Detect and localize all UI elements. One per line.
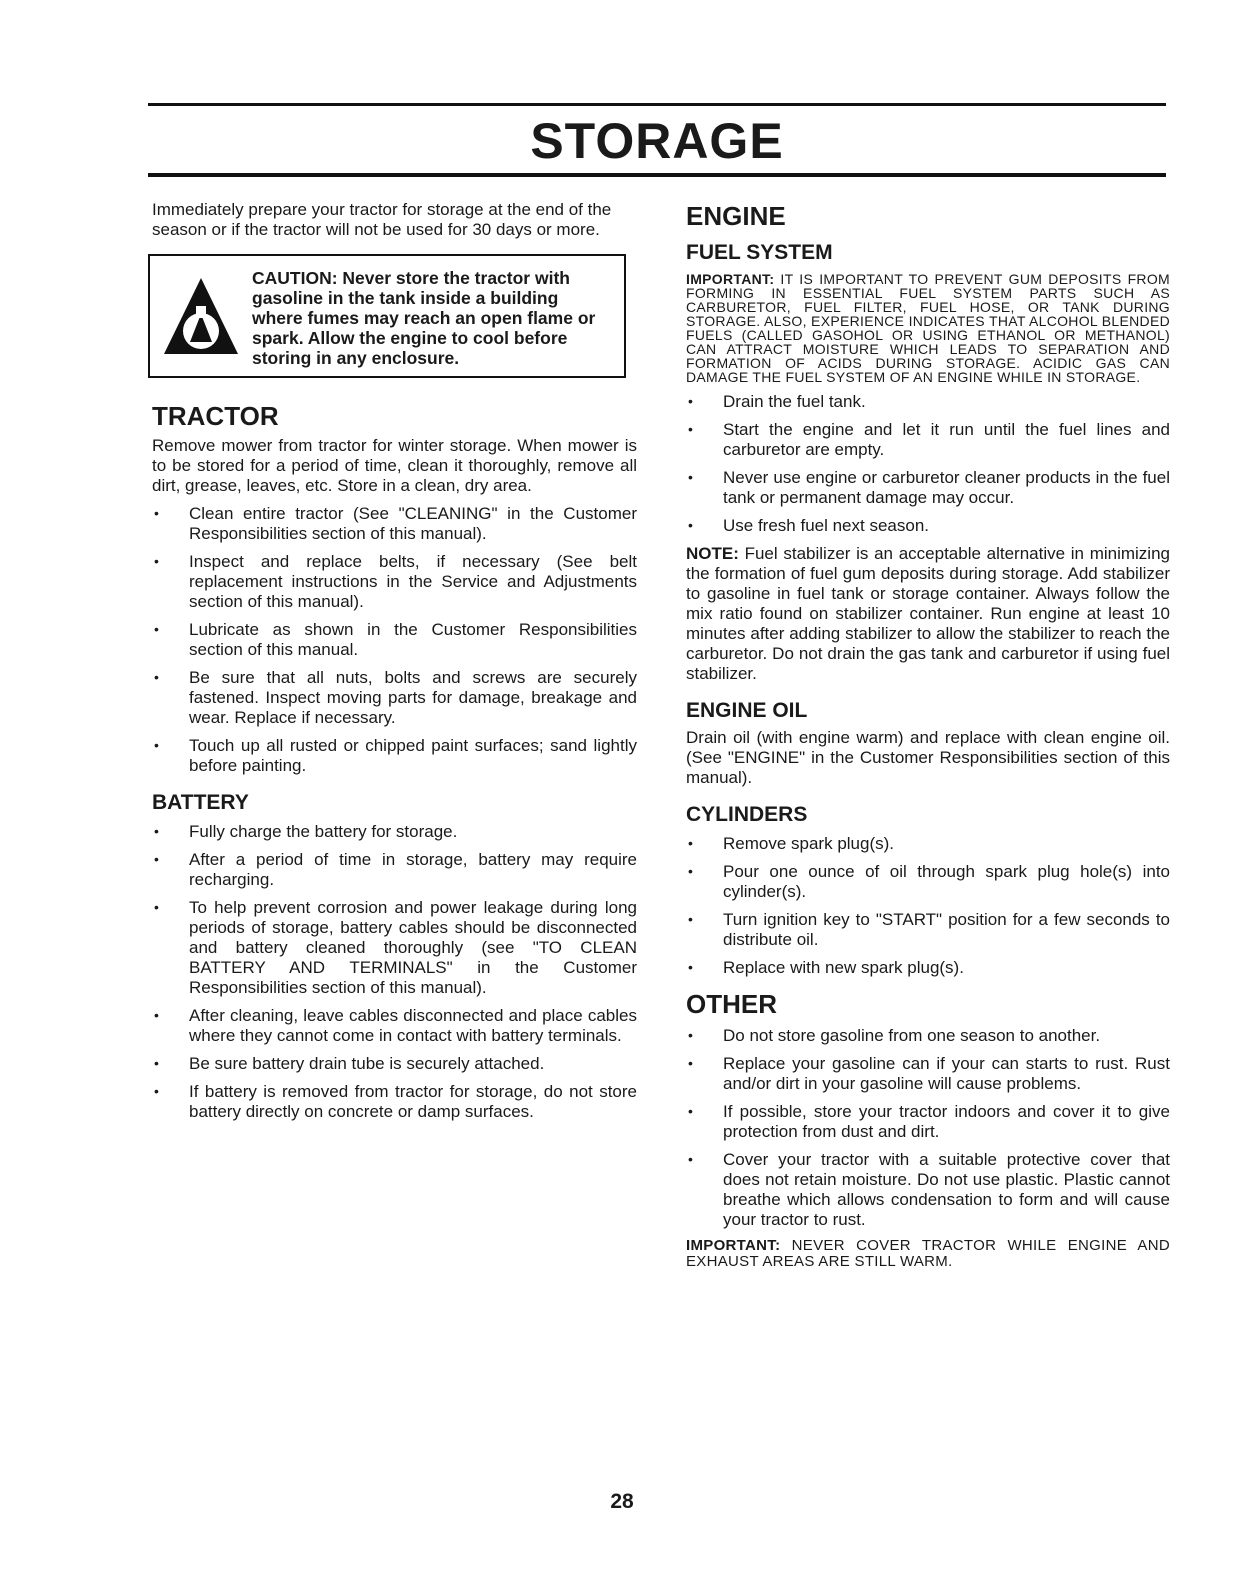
- right-column: [686, 200, 1170, 1270]
- cylinders-heading: CYLINDERS: [686, 803, 808, 826]
- intro-paragraph: Immediately prepare your tractor for storage at the end of the season or if the tractor will not be used for 30 days or more.: [152, 200, 612, 239]
- fuel-list: [686, 392, 1170, 536]
- fuel-important-note: [686, 272, 1170, 384]
- list-item: • Cover your tractor with a suitable protective cover that does not retain moisture. Do not use plastic. Plastic cannot breathe which allows condensation to form and will cause your tractor to rust.: [688, 1150, 1170, 1229]
- caution-box: [148, 254, 626, 378]
- engine-oil-paragraph: Drain oil (with engine warm) and replace with clean engine oil. (See "ENGINE" in the Customer Responsibilities section of this manual).: [686, 728, 1170, 787]
- important-text: NEVER COVER TRACTOR WHILE ENGINE AND EXHAUST AREAS ARE STILL WARM.: [686, 1237, 1170, 1270]
- list-item: • Turn ignition key to "START" position for a few seconds to distribute oil.: [688, 910, 1170, 949]
- list-item: • Remove spark plug(s).: [688, 834, 895, 853]
- list-item: • Use fresh fuel next season.: [688, 516, 930, 535]
- list-item: • Pour one ounce of oil through spark plug hole(s) into cylinder(s).: [688, 862, 1170, 901]
- list-item: • Drain the fuel tank.: [688, 392, 866, 411]
- engine-oil-heading: ENGINE OIL: [686, 699, 808, 722]
- note-label: NOTE:: [686, 544, 739, 563]
- list-item: • Fully charge the battery for storage.: [154, 822, 458, 841]
- page-number: 28: [610, 1490, 634, 1513]
- battery-list: [152, 822, 637, 1122]
- title-underline: [148, 173, 1166, 177]
- list-item: • Replace with new spark plug(s).: [688, 958, 964, 977]
- important-label: IMPORTANT:: [686, 271, 775, 287]
- list-item: • After cleaning, leave cables disconnected and place cables where they cannot come in contact with battery terminals.: [154, 1006, 637, 1045]
- tractor-heading: TRACTOR: [152, 401, 279, 431]
- list-item: • Do not store gasoline from one season to another.: [688, 1026, 1101, 1045]
- list-item: • If battery is removed from tractor for storage, do not store battery directly on concrete or damp surfaces.: [154, 1082, 637, 1121]
- page-title: STORAGE: [530, 113, 784, 169]
- list-item: • To help prevent corrosion and power leakage during long periods of storage, battery cables should be disconnected and battery cleaned thoroughly (see "TO CLEAN BATTERY AND TERMINALS" in the Customer Responsibilities section of this manual).: [154, 898, 637, 997]
- list-item: • After a period of time in storage, battery may require recharging.: [154, 850, 637, 889]
- list-item: • Be sure that all nuts, bolts and screws are securely fastened. Inspect moving parts for damage, breakage and wear. Replace if necessary.: [154, 668, 637, 727]
- battery-heading: BATTERY: [152, 791, 249, 814]
- final-important-note: [686, 1238, 1170, 1270]
- other-list: [686, 1026, 1170, 1230]
- note-text: Fuel stabilizer is an acceptable alternative in minimizing the formation of fuel gum deposits during storage. Add stabilizer to gasoline in fuel tank or storage container. Always follow the mix ratio found on stabilizer container. Run engine at least 10 minutes after adding stabilizer to allow the stabilizer to reach the carburetor. Do not drain the gas tank and carburetor if using fuel stabilizer.: [686, 544, 1170, 683]
- important-text: IT IS IMPORTANT TO PREVENT GUM DEPOSITS FROM FORMING IN ESSENTIAL FUEL SYSTEM PARTS SUCH AS CARBURETOR, FUEL FILTER, FUEL HOSE, OR TANK DURING STORAGE. ALSO, EXPERIENCE INDICATES THAT ALCOHOL BLENDED FUELS (CALLED GASOHOL OR USING ETHANOL OR METHANOL) CAN ATTRACT MOISTURE WHICH LEADS TO SEPARATION AND FORMATION OF ACIDS DURING STORAGE. ACIDIC GAS CAN DAMAGE THE FUEL SYSTEM OF AN ENGINE WHILE IN STORAGE.: [686, 271, 1170, 385]
- top-rule: [148, 103, 1166, 106]
- list-item: • Replace your gasoline can if your can starts to rust. Rust and/or dirt in your gasoline will cause problems.: [688, 1054, 1170, 1093]
- engine-heading: ENGINE: [686, 201, 786, 231]
- other-heading: OTHER: [686, 989, 777, 1019]
- list-item: • Be sure battery drain tube is securely attached.: [154, 1054, 545, 1073]
- list-item: • Touch up all rusted or chipped paint surfaces; sand lightly before painting.: [154, 736, 637, 775]
- fuel-system-heading: FUEL SYSTEM: [686, 241, 833, 264]
- important-label: IMPORTANT:: [686, 1237, 781, 1254]
- list-item: • Inspect and replace belts, if necessary (See belt replacement instructions in the Service and Adjustments section of this manual).: [154, 552, 637, 611]
- tractor-paragraph: Remove mower from tractor for winter storage. When mower is to be stored for a period of time, clean it thoroughly, remove all dirt, grease, leaves, etc. Store in a clean, dry area.: [152, 436, 637, 495]
- tractor-list: [152, 504, 637, 776]
- warning-triangle-icon: [162, 276, 240, 356]
- list-item: • Never use engine or carburetor cleaner products in the fuel tank or permanent damage may occur.: [688, 468, 1170, 507]
- list-item: • Start the engine and let it run until the fuel lines and carburetor are empty.: [688, 420, 1170, 459]
- list-item: • Lubricate as shown in the Customer Responsibilities section of this manual.: [154, 620, 637, 659]
- list-item: • If possible, store your tractor indoors and cover it to give protection from dust and dirt.: [688, 1102, 1170, 1141]
- list-item: • Clean entire tractor (See "CLEANING" in the Customer Responsibilities section of this manual).: [154, 504, 637, 543]
- caution-text: CAUTION: Never store the tractor with gasoline in the tank inside a building where fumes may reach an open flame or spark. Allow the engine to cool before storing in any enclosure.: [252, 268, 596, 368]
- left-column: [152, 200, 637, 1130]
- cylinders-list: [686, 834, 1170, 978]
- fuel-note: [686, 544, 1170, 684]
